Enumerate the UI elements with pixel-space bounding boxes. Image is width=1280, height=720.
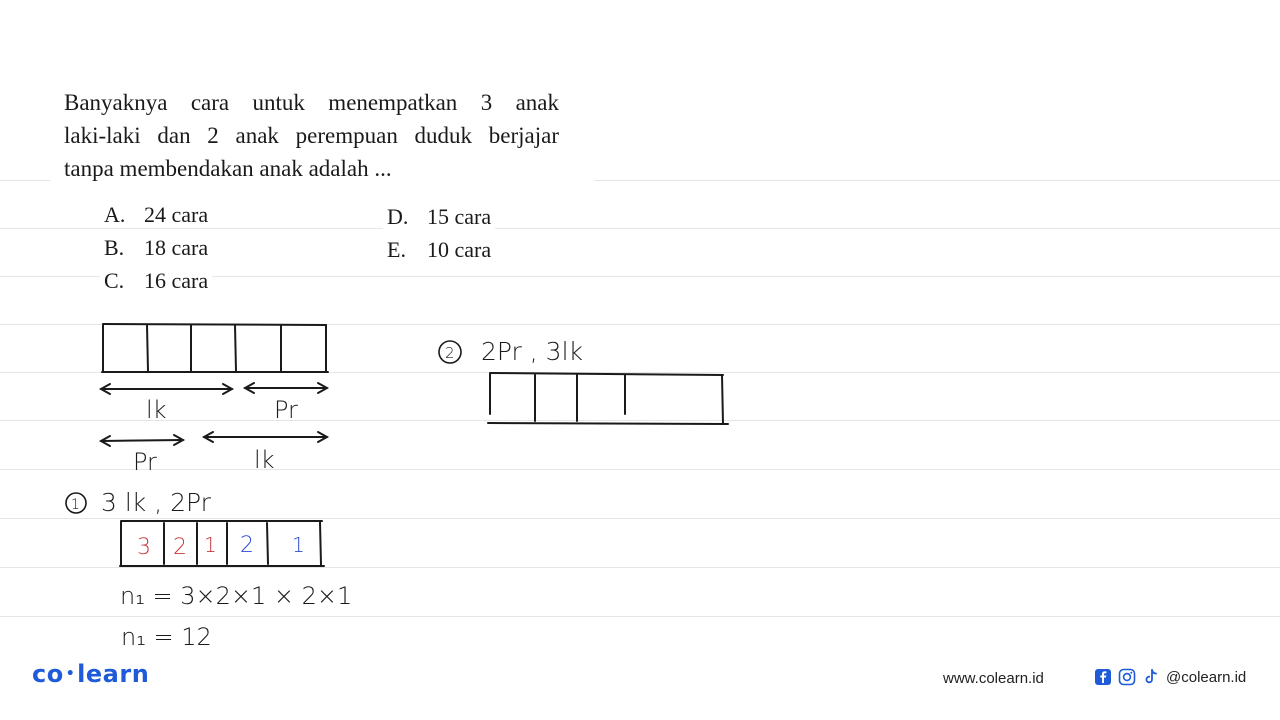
arrow1-label: lk xyxy=(146,396,167,424)
arrow3-label: Pr xyxy=(133,448,157,476)
logo-part: co xyxy=(32,660,64,688)
case1-formula: n₁ = 3×2×1 × 2×1 xyxy=(120,582,353,610)
case1-result: n₁ = 12 xyxy=(121,623,212,651)
option-text: 10 cara xyxy=(427,237,492,262)
option-letter: B. xyxy=(104,235,125,260)
case2-title: 2Pr , 3lk xyxy=(481,337,583,366)
option-text: 24 cara xyxy=(144,202,209,227)
social-handle: @colearn.id xyxy=(1166,668,1247,686)
case2-box-diagram xyxy=(488,373,728,424)
option-letter: A. xyxy=(104,202,126,227)
logo-dot: • xyxy=(65,666,76,682)
seat-diagram-top xyxy=(102,324,328,372)
option-letter: C. xyxy=(104,268,125,293)
option-letter: D. xyxy=(387,204,409,229)
case1-box-value: 1 xyxy=(204,533,217,557)
option-text: 15 cara xyxy=(427,204,492,229)
case1-box-value: 2 xyxy=(173,535,187,560)
arrow4-label: lk xyxy=(254,446,275,474)
logo-part: learn xyxy=(77,660,150,688)
arrow-lk-row1 xyxy=(101,384,232,394)
arrow-pr-row2 xyxy=(101,435,183,446)
option-letter: E. xyxy=(387,237,406,262)
case1-box-value: 2 xyxy=(240,533,254,558)
case1-title: 3 lk , 2Pr xyxy=(101,488,211,517)
social-links xyxy=(1094,668,1246,686)
arrow-lk-row2 xyxy=(204,432,327,442)
tiktok-icon xyxy=(1142,668,1160,686)
website-url: www.colearn.id xyxy=(943,670,1044,687)
case1-box-value: 3 xyxy=(137,535,151,560)
question-line: Banyaknya cara untuk menempatkan 3 anak xyxy=(64,90,559,115)
option-text: 16 cara xyxy=(144,268,209,293)
case2-number: 2 xyxy=(445,344,455,362)
arrow-pr-row1 xyxy=(245,383,327,393)
facebook-icon xyxy=(1094,668,1112,686)
option-text: 18 cara xyxy=(144,235,209,260)
case1-box-value: 1 xyxy=(292,533,305,557)
arrow2-label: Pr xyxy=(274,396,298,424)
instagram-icon xyxy=(1118,668,1136,686)
colearn-logo xyxy=(32,660,149,688)
case1-number: 1 xyxy=(71,497,80,513)
question-line: tanpa membendakan anak adalah ... xyxy=(64,156,392,181)
question-line: laki-laki dan 2 anak perempuan duduk berjajar xyxy=(64,123,559,148)
